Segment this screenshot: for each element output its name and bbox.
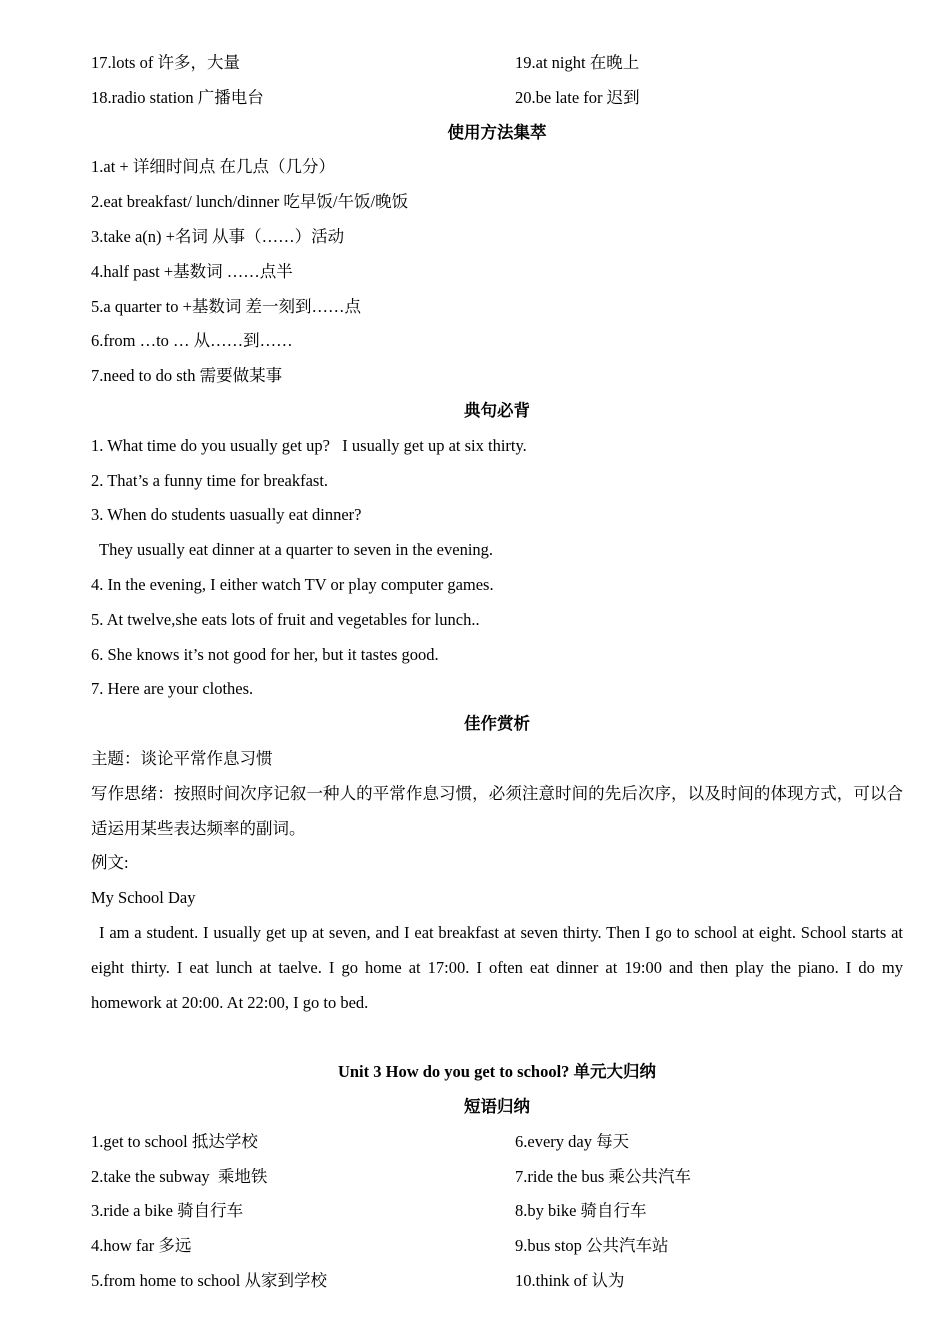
phrase-right: 7.ride the bus 乘公共汽车	[515, 1166, 691, 1186]
writing-topic: 主题：谈论平常作息习惯	[91, 748, 273, 768]
sentence-item: 1. What time do you usually get up? I usually get up at six thirty.	[91, 435, 527, 455]
phrase-right: 20.be late for 迟到	[515, 87, 640, 107]
example-label: 例文:	[91, 853, 129, 873]
sentence-item: 4. In the evening, I either watch TV or play computer games.	[91, 574, 494, 594]
phrase-left: 2.take the subway 乘地铁	[91, 1166, 268, 1186]
usage-item: 2.eat breakfast/ lunch/dinner 吃早饭/午饭/晚饭	[91, 192, 409, 212]
phrase-right: 8.by bike 骑自行车	[515, 1201, 647, 1221]
phrase-row	[91, 1160, 903, 1195]
phrase-left: 5.from home to school 从家到学校	[91, 1270, 328, 1290]
phrase-row	[91, 1125, 903, 1160]
sentence-item: 2. That’s a funny time for breakfast.	[91, 470, 329, 490]
phrase-row	[91, 1229, 903, 1264]
sentence-item: 6. She knows it’s not good for her, but it tastes good.	[91, 644, 439, 664]
unit3-title: Unit 3 How do you get to school? 单元大归纳	[337, 1062, 657, 1082]
spacer	[91, 1020, 903, 1055]
phrase-row	[91, 1194, 903, 1229]
essay-body: I am a student. I usually get up at seven, and I eat breakfast at seven thirty. Then I go to school at eight. School starts at eight thirty. I eat lunch at taelve. I go home at 17:00. I often eat dinner at 19:00 and then play the piano. I do my homework at 20:00. At 22:00, I go to bed.	[91, 922, 903, 1012]
sentence-item: They usually eat dinner at a quarter to seven in the evening.	[99, 540, 494, 560]
phrase-right: 19.at night 在晚上	[515, 53, 640, 72]
phrase-row	[91, 1264, 903, 1299]
usage-item: 6.from …to … 从……到……	[91, 331, 293, 351]
phrase-right: 9.bus stop 公共汽车站	[515, 1236, 669, 1256]
writing-idea: 写作思绪：按照时间次序记叙一种人的平常作息习惯，必须注意时间的先后次序，以及时间的体现方式，可以合适运用某些表达频率的副词。	[91, 783, 903, 838]
usage-item: 7.need to do sth 需要做某事	[91, 366, 283, 386]
usage-heading: 使用方法集萃	[447, 122, 547, 142]
sentence-item: 7. Here are your clothes.	[91, 679, 254, 699]
phrase-left: 3.ride a bike 骑自行车	[91, 1201, 244, 1221]
writing-heading: 佳作赏析	[464, 714, 530, 734]
sentence-item: 5. At twelve,she eats lots of fruit and vegetables for lunch..	[91, 609, 480, 629]
phrase-left: 4.how far 多远	[91, 1236, 192, 1256]
usage-item: 3.take a(n) +名词 从事（……）活动	[91, 226, 345, 246]
essay-title: My School Day	[91, 888, 196, 908]
phrase-row	[91, 46, 903, 81]
phrase-right: 6.every day 每天	[515, 1131, 630, 1151]
usage-item: 5.a quarter to +基数词 差一刻到……点	[91, 296, 362, 316]
phrase-right: 10.think of 认为	[515, 1270, 625, 1290]
phrase-row	[91, 81, 903, 116]
document-page	[91, 46, 903, 1299]
usage-item: 4.half past +基数词 ……点半	[91, 261, 293, 281]
sentences-heading: 典句必背	[464, 400, 530, 420]
phrase-left: 1.get to school 抵达学校	[91, 1131, 258, 1151]
unit3-phrases-heading: 短语归纳	[464, 1096, 530, 1116]
phrase-left: 17.lots of 许多，大量	[91, 53, 240, 72]
usage-item: 1.at + 详细时间点 在几点（几分）	[91, 157, 335, 177]
phrase-left: 18.radio station 广播电台	[91, 87, 264, 107]
sentence-item: 3. When do students uasually eat dinner?	[91, 505, 362, 525]
